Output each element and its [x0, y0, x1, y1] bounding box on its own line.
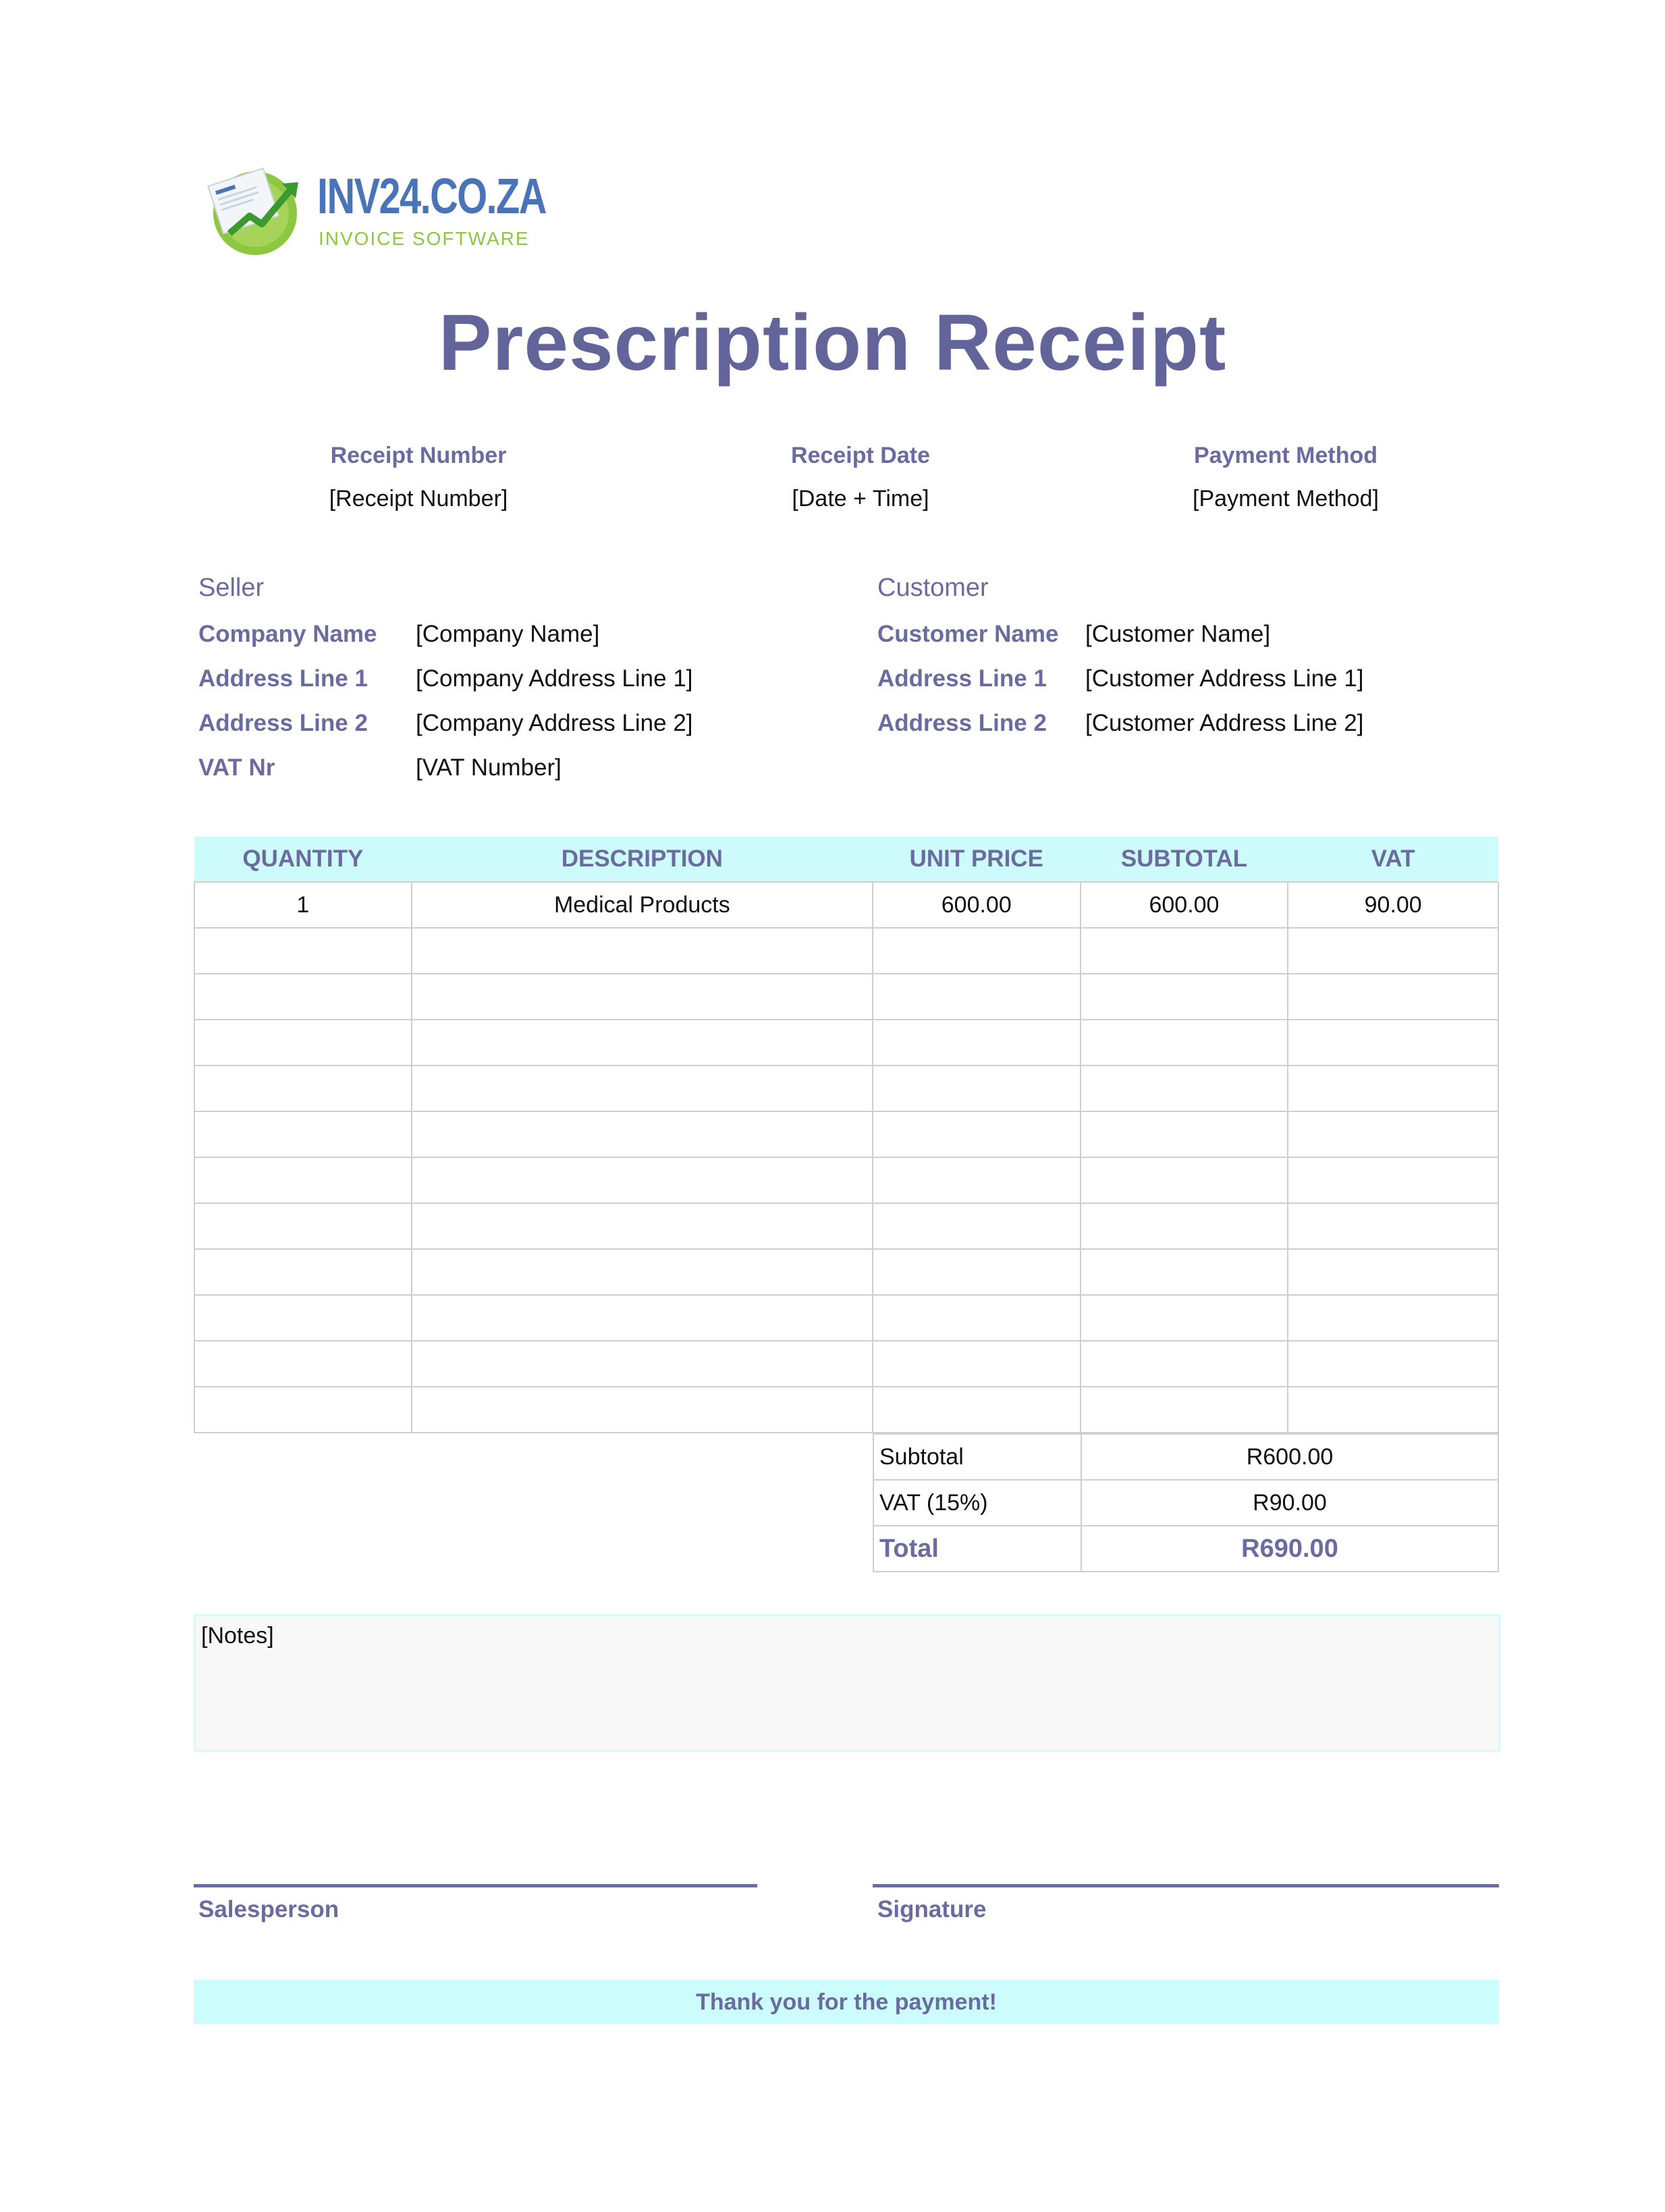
table-row: [194, 1203, 1498, 1249]
totals-table: [873, 1433, 1499, 1572]
notes-box[interactable]: [194, 1614, 1500, 1752]
brand-tagline: INVOICE SOFTWARE: [319, 228, 530, 249]
brand-name: INV24.CO.ZA: [317, 168, 546, 224]
table-row: [194, 928, 1498, 974]
table-row: [194, 1066, 1498, 1111]
cell: [412, 1203, 873, 1249]
customer-address1-value: [Customer Address Line 1]: [1085, 665, 1364, 692]
cell: [873, 1203, 1081, 1249]
cell: [412, 1111, 873, 1157]
customer-heading: Customer: [877, 574, 989, 602]
cell: [412, 1341, 873, 1387]
cell: [1081, 1111, 1288, 1157]
cell: [873, 1387, 1081, 1433]
cell: [412, 974, 873, 1020]
cell: [412, 1295, 873, 1341]
customer-address2-value: [Customer Address Line 2]: [1085, 710, 1364, 736]
customer-address1-label: Address Line 1: [877, 665, 1047, 692]
cell: [1081, 1387, 1288, 1433]
receipt-number-label: Receipt Number: [330, 443, 507, 468]
cell: 600.00: [1081, 882, 1288, 928]
cell: [194, 1295, 412, 1341]
cell: [194, 1157, 412, 1203]
customer-address2-label: Address Line 2: [877, 710, 1047, 736]
receipt-date-label: Receipt Date: [791, 443, 930, 468]
cell: [194, 1111, 412, 1157]
cell: [1288, 1203, 1498, 1249]
items-table: [194, 837, 1499, 1433]
items-header-row: [194, 837, 1498, 882]
cell: [194, 1066, 412, 1111]
cell: 1: [194, 882, 412, 928]
cell: [1081, 1020, 1288, 1066]
cell: [412, 1387, 873, 1433]
cell: [194, 1249, 412, 1295]
seller-address1-label: Address Line 1: [198, 665, 368, 692]
vat-label: VAT (15%): [873, 1480, 1081, 1526]
customer-name-label: Customer Name: [877, 621, 1059, 647]
seller-heading: Seller: [198, 574, 265, 602]
signature-line: [873, 1884, 1499, 1887]
invoice-chart-icon: [202, 154, 310, 262]
vat-row: [873, 1480, 1498, 1526]
cell: [1288, 1387, 1498, 1433]
cell: [1081, 1203, 1288, 1249]
cell: [194, 928, 412, 974]
salesperson-line: [194, 1884, 757, 1887]
receipt-date-value: [Date + Time]: [792, 486, 929, 511]
cell: [1288, 1157, 1498, 1203]
signature-label: Signature: [877, 1896, 987, 1923]
cell: [873, 1157, 1081, 1203]
cell: [873, 974, 1081, 1020]
payment-method-label: Payment Method: [1193, 443, 1378, 468]
col-description: DESCRIPTION: [412, 837, 873, 882]
seller-address2-value: [Company Address Line 2]: [416, 710, 693, 736]
cell: [873, 1249, 1081, 1295]
total-label: Total: [873, 1526, 1081, 1572]
cell: [1288, 1111, 1498, 1157]
cell: Medical Products: [412, 882, 873, 928]
cell: [412, 928, 873, 974]
cell: [1288, 1249, 1498, 1295]
cell: [1288, 1066, 1498, 1111]
cell: [1081, 928, 1288, 974]
cell: [1288, 1295, 1498, 1341]
cell: [194, 1341, 412, 1387]
seller-company-value: [Company Name]: [416, 621, 600, 647]
total-value: R690.00: [1081, 1526, 1498, 1572]
cell: [1081, 1157, 1288, 1203]
cell: [194, 1387, 412, 1433]
cell: [1081, 1341, 1288, 1387]
seller-vat-label: VAT Nr: [198, 754, 275, 781]
brand-logo: [202, 154, 546, 262]
cell: [1288, 974, 1498, 1020]
cell: [1288, 928, 1498, 974]
subtotal-row: [873, 1434, 1498, 1480]
table-row: [194, 882, 1498, 928]
cell: 600.00: [873, 882, 1081, 928]
salesperson-label: Salesperson: [198, 1896, 339, 1923]
cell: 90.00: [1288, 882, 1498, 928]
page-title: Prescription Receipt: [438, 298, 1227, 387]
table-row: [194, 1111, 1498, 1157]
table-row: [194, 1157, 1498, 1203]
notes-text: [Notes]: [201, 1623, 274, 1649]
cell: [412, 1020, 873, 1066]
table-row: [194, 1020, 1498, 1066]
col-unit-price: UNIT PRICE: [873, 837, 1081, 882]
table-row: [194, 1341, 1498, 1387]
cell: [194, 1203, 412, 1249]
thank-you-banner: Thank you for the payment!: [194, 1980, 1499, 2024]
cell: [412, 1249, 873, 1295]
cell: [194, 974, 412, 1020]
cell: [873, 1111, 1081, 1157]
cell: [1081, 974, 1288, 1020]
receipt-number-value: [Receipt Number]: [329, 486, 508, 511]
col-subtotal: SUBTOTAL: [1081, 837, 1288, 882]
cell: [412, 1066, 873, 1111]
cell: [1081, 1295, 1288, 1341]
col-quantity: QUANTITY: [194, 837, 412, 882]
table-row: [194, 1295, 1498, 1341]
cell: [1081, 1249, 1288, 1295]
seller-address1-value: [Company Address Line 1]: [416, 665, 693, 692]
cell: [873, 1066, 1081, 1111]
cell: [194, 1020, 412, 1066]
subtotal-label: Subtotal: [873, 1434, 1081, 1480]
customer-name-value: [Customer Name]: [1085, 621, 1271, 647]
cell: [873, 1020, 1081, 1066]
seller-vat-value: [VAT Number]: [416, 754, 562, 781]
cell: [873, 928, 1081, 974]
cell: [873, 1295, 1081, 1341]
cell: [1288, 1341, 1498, 1387]
cell: [412, 1157, 873, 1203]
total-row: [873, 1526, 1498, 1572]
vat-value: R90.00: [1081, 1480, 1498, 1526]
seller-address2-label: Address Line 2: [198, 710, 368, 736]
seller-company-label: Company Name: [198, 621, 377, 647]
payment-method-value: [Payment Method]: [1193, 486, 1379, 511]
subtotal-value: R600.00: [1081, 1434, 1498, 1480]
table-row: [194, 1387, 1498, 1433]
cell: [1288, 1020, 1498, 1066]
table-row: [194, 974, 1498, 1020]
col-vat: VAT: [1288, 837, 1498, 882]
cell: [1081, 1066, 1288, 1111]
cell: [873, 1341, 1081, 1387]
table-row: [194, 1249, 1498, 1295]
